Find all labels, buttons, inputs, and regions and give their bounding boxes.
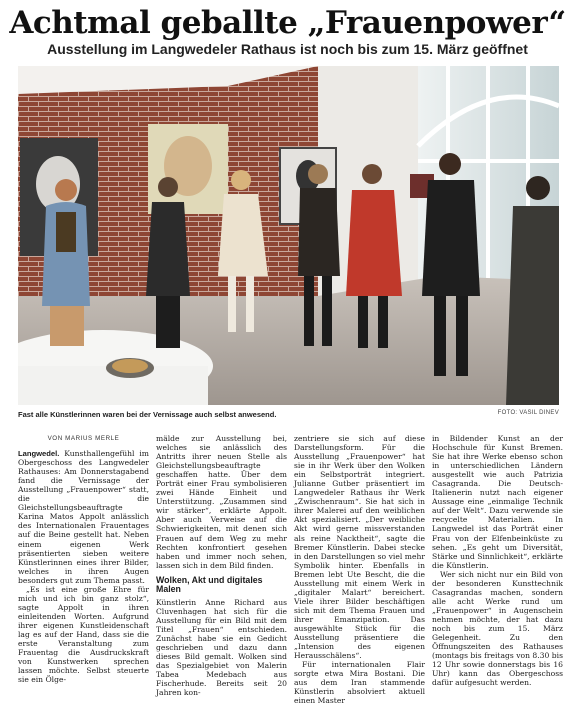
paragraph: mälde zur Ausstellung bei, welches sie anlässlich des Antritts ihrer neuen Stelle als Gleichstellungsbeauftragte geschaffen hatte. Über dem Porträt einer Frau symbolisieren zwei Hände Einheit und Unterstützung. „Zusammen sind wir stärker“, erklärte Appolt. Aber auch Verweise auf die Schwierigkeiten, mit denen sich Frauen auf dem Weg zu mehr Rechten konfrontiert gesehen haben und immer noch sehen, lassen sich in dem Bild finden. [156,434,287,570]
article-column-4 [432,434,563,687]
exhibition-photo-illustration [18,66,559,405]
section-heading: Wolken, Akt und digitales Malen [156,574,263,594]
photo-caption: Fast alle Künstlerinnen waren bei der Vernissage auch selbst anwesend. [18,410,277,419]
article-photo [18,66,559,405]
dateline: Langwedel. [18,449,60,459]
paragraph: Langwedel. Kunsthallengefühl im Obergeschoss des Langwedeler Rathauses: Am Donnerstagabend fand die Vernissage der Ausstellung „Frauenpower“ statt, die die Gleichstellungsbeauftragte Karina Matos Appolt anlässlich des Internationalen Frauentages auf die Beine gestellt hat. Neben einem eigenen Werk präsentierten sieben weitere Künstlerinnen eines ihrer Bilder, welches in ihren Augen besonders gut zum Thema passt. [18,449,149,585]
paragraph: in Bildender Kunst an der Hochschule für Kunst Bremen. Sie hat ihre Werke ebenso schon in unterschiedlichen Ländern ausgestellt wie auch Patrizia Casagranda. Die Deutsch-Italienerin nutzt nach eigener Aussage eine „einmalige Technik auf der Welt“. Dazu verwende sie recycelte Materialien. In Langwedel ist das Porträt einer Frau von der Elfenbeinküste zu sehen. „Es geht um Diversität, Stärke und Sinnlichkeit“, erklärte die Künstlerin. [432,434,563,570]
photo-credit: FOTO: VASIL DINEV [497,410,559,416]
paragraph: „Es ist eine große Ehre für mich und ich bin ganz stolz“, sagte Appolt in ihren einleitenden Worten. Aufgrund ihrer eigenen Kunstleidenschaft lag es auf der Hand, dass sie die erste Veranstaltung zum Frauentag die Ausdruckskraft von Kunstwerken sprechen lassen möchte. Selbst steuerte sie ein Ölge- [18,584,149,685]
article-column-3 [294,434,425,705]
subheadline: Ausstellung im Langwedeler Rathaus ist noch bis zum 15. März geöffnet [47,41,528,57]
article-column-2 [156,434,287,697]
byline: VON MARIUS MERLE [47,435,120,442]
article-column-1 [18,434,149,684]
paragraph: zentriere sie sich auf diese Darstellungsform. Für die Ausstellung „Frauenpower“ hat sie in ihr Werk über den Wolken ein Selbstporträt integriert. Julianne Gutber präsentiert im Langwedeler Rathaus ihr Werk „Zwischenraum“. Sie hat sich in ihrer Malerei auf den weiblichen Akt spezialisiert. „Der weibliche Akt wird gerne missverstanden als reine Nacktheit“, sagte die Bremer Künstlerin. Dabei stecke in den Darstellungen so viel mehr Symbolik hinter. Ebenfalls in Bremen lebt Ute Bescht, die die Ausstellung mit einem Werk in „digitaler Malart“ bereichert. Viele ihrer Bilder beschäftigen sich mit dem Thema Frauen und ihrer Emanzipation. Das ausgewählte Stück für die Ausstellung präsentiere die „Intension des eigenen Herausschälens“. [294,434,425,661]
headline: Achtmal geballte „Frauenpower“ [9,5,566,41]
paragraph: Für internationalen Flair sorgte etwa Mira Bostani. Die aus dem Iran stammende Künstlerin absolviert aktuell einen Master [294,660,425,705]
paragraph: Künstlerin Anne Richard aus Cluvenhagen hat sich für die Ausstellung für ein Bild mit dem Titel „Frauen“ entschieden. Zunächst habe sie ein Gedicht geschrieben und dazu dann dieses Bild gemalt. Wolken sind das Spezialgebiet von Malerin Tabea Medebach aus Fischerhude. Bereits seit 20 Jahren kon- [156,597,287,698]
paragraph: Wer sich nicht nur ein Bild von der besonderen Kunsttechnik Casagrandas machen, sondern alle acht Werke rund um „Frauenpower“ in Augenschein nehmen möchte, der hat dazu noch bis zum 15. März Gelegenheit. Zu den Öffnungszeiten des Rathauses (montags bis freitags von 8.30 bis 12 Uhr sowie donnerstags bis 16 Uhr) kann das Obergeschoss dafür aufgesucht werden. [432,569,563,688]
